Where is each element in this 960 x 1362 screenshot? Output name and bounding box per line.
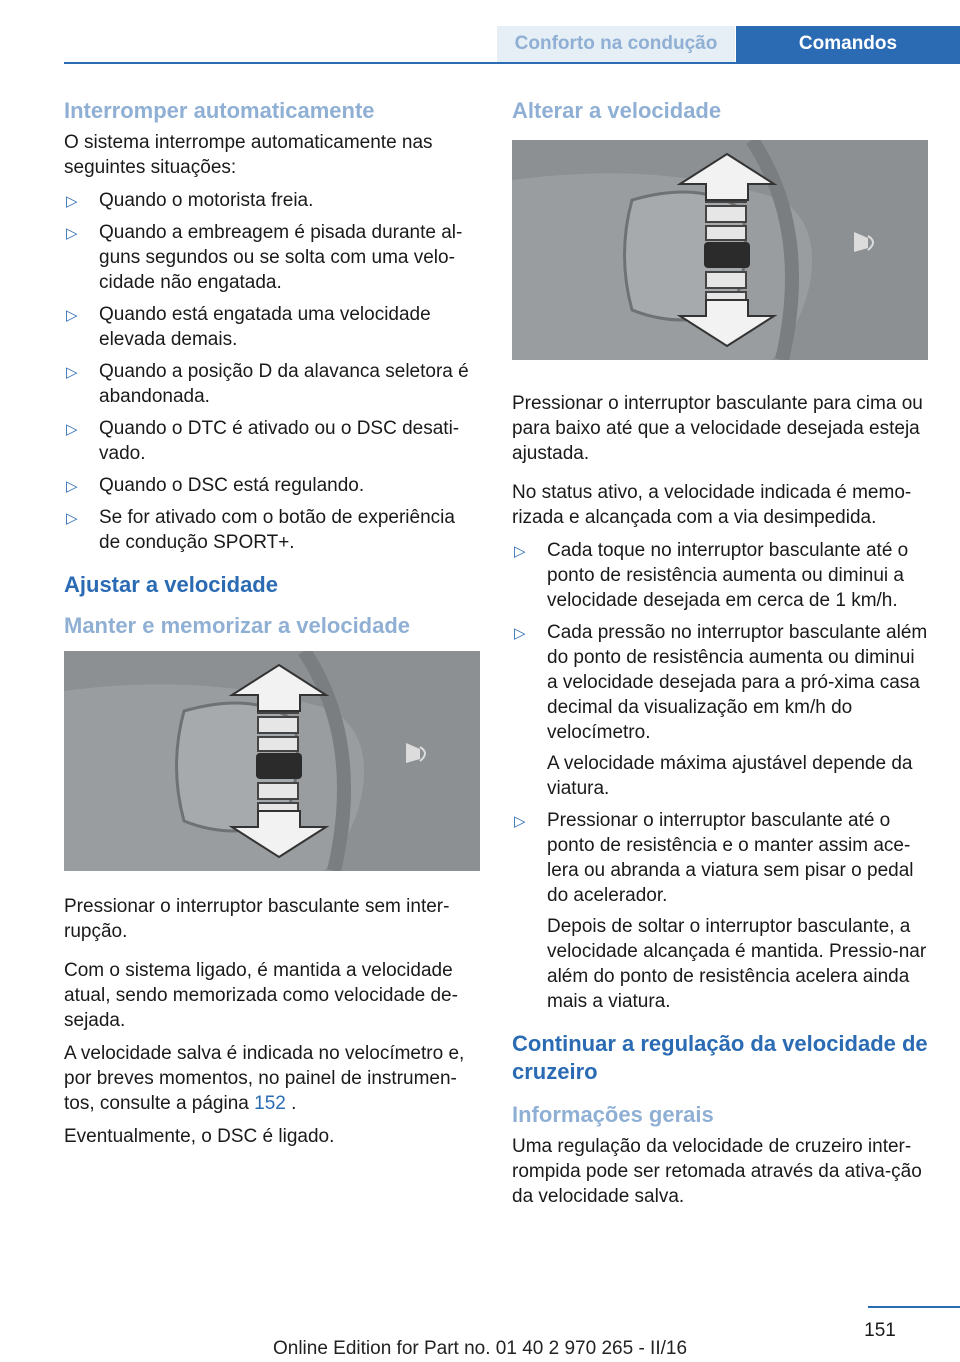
list-item: ▷ Quando o DTC é ativado ou o DSC desati-vado.: [66, 418, 460, 464]
heading-manter: Manter e memorizar a velocidade: [64, 613, 411, 638]
triangle-bullet-icon: ▷: [66, 307, 78, 324]
triangle-bullet-icon: ▷: [514, 543, 526, 560]
heading-alterar: Alterar a velocidade: [512, 98, 722, 123]
steering-wheel-rocker-illustration-2: [512, 140, 928, 360]
adjust-list: [512, 538, 928, 1014]
triangle-bullet-icon: ▷: [66, 421, 78, 438]
right-column: [512, 96, 928, 1217]
sub-paragraph: Depois de soltar o interruptor basculante, a velocidade alcançada é mantida. Pressio-nar além do ponto de resistência acelera ainda mais a viatura.: [547, 916, 927, 1012]
heading-continuar: Continuar a regulação da velocidade de cruzeiro: [512, 1031, 928, 1084]
list-item: ▷ Cada pressão no interruptor basculante além do ponto de resistência aumenta ou diminui a velocidade desejada para a pró-xima casa decimal da visualização em km/h do velocímetro. A velocidade máxima ajustável depende da viatura.: [514, 622, 928, 799]
header-chapter: Comandos: [736, 26, 960, 62]
triangle-bullet-icon: ▷: [66, 364, 78, 381]
list-item: ▷ Pressionar o interruptor basculante até o ponto de resistência e o manter assim ace-lera ou abranda a viatura sem pisar o pedal do acelerador. Depois de soltar o interruptor basculante, a velocidade alcançada é mantida. Pressio-nar além do ponto de resistência acelera ainda mais a viatura.: [514, 810, 927, 1012]
list-item: ▷ Se for ativado com o botão de experiência de condução SPORT+.: [66, 507, 455, 553]
info-paragraph: Uma regulação da velocidade de cruzeiro inter-rompida pode ser retomada através da ativa-ção da velocidade salva.: [512, 1136, 922, 1207]
footer-rule: [868, 1306, 960, 1308]
sub-paragraph: A velocidade máxima ajustável depende da viatura.: [547, 753, 913, 799]
dsc-paragraph: Eventualmente, o DSC é ligado.: [64, 1126, 335, 1147]
triangle-bullet-icon: ▷: [514, 625, 526, 642]
saved-speed-paragraph: A velocidade salva é indicada no velocímetro e, por breves momentos, no painel de instrumen-tos, consulte a página 152 .: [64, 1043, 465, 1114]
system-on-paragraph: Com o sistema ligado, é mantida a velocidade atual, sendo memorizada como velocidade de-sejada.: [64, 960, 458, 1031]
press-up-down-paragraph: Pressionar o interruptor basculante para cima ou para baixo até que a velocidade desejada esteja ajustada.: [512, 393, 923, 464]
triangle-bullet-icon: ▷: [66, 510, 78, 527]
intro-paragraph: O sistema interrompe automaticamente nas seguintes situações:: [64, 132, 433, 178]
list-item: ▷ Quando a embreagem é pisada durante al-guns segundos ou se solta com uma velo-cidade não engatada.: [66, 222, 463, 293]
header-section: Conforto na condução: [497, 26, 735, 62]
press-paragraph: Pressionar o interruptor basculante sem inter-rupção.: [64, 896, 450, 942]
list-item: ▷ Quando o motorista freia.: [64, 188, 480, 213]
active-status-paragraph: No status ativo, a velocidade indicada é memo-rizada e alcançada com a via desimpedida.: [512, 482, 912, 528]
triangle-bullet-icon: ▷: [66, 225, 78, 242]
heading-interromper: Interromper automaticamente: [64, 98, 375, 123]
left-column: [64, 96, 480, 1157]
list-item: ▷ Quando a posição D da alavanca seletora é abandonada.: [66, 361, 469, 407]
edition-footer: Online Edition for Part no. 01 40 2 970 265 - II/16: [272, 1338, 688, 1359]
page-header: [0, 0, 960, 62]
page-link[interactable]: 152: [254, 1093, 286, 1114]
triangle-bullet-icon: ▷: [66, 478, 78, 495]
list-item: ▷ Quando o DSC está regulando.: [64, 473, 480, 498]
heading-info: Informações gerais: [512, 1102, 714, 1127]
list-item: ▷ Cada toque no interruptor basculante até o ponto de resistência aumenta ou diminui a velocidade desejada em cerca de 1 km/h.: [514, 540, 909, 611]
triangle-bullet-icon: ▷: [514, 813, 526, 830]
triangle-bullet-icon: ▷: [66, 193, 78, 210]
heading-ajustar: Ajustar a velocidade: [64, 572, 278, 597]
list-item: ▷ Quando está engatada uma velocidade elevada demais.: [66, 304, 431, 350]
steering-wheel-rocker-illustration: [64, 651, 480, 871]
page-number: 151: [864, 1320, 896, 1341]
header-rule: [64, 62, 960, 64]
interrupt-list: [64, 188, 480, 555]
